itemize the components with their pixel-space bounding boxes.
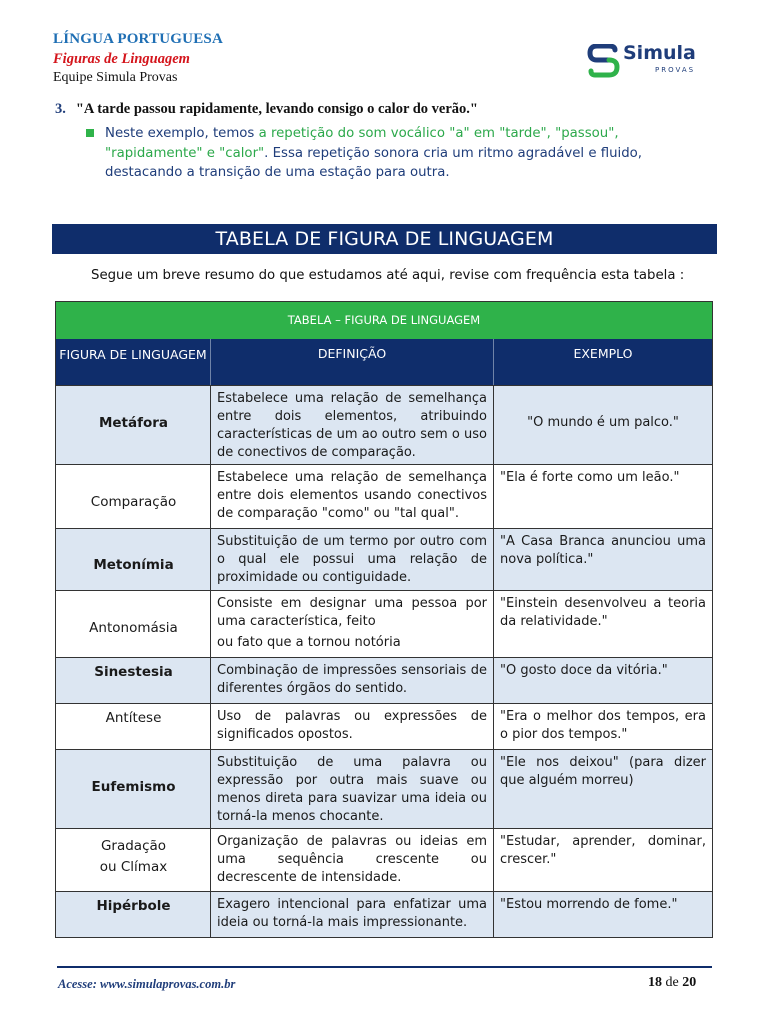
term-cell bbox=[56, 892, 211, 937]
table-row bbox=[56, 385, 712, 464]
explanation-end: . Essa repetição sonora cria um ritmo agradável e fluido, destacando a transição de uma estação para outra. bbox=[105, 145, 643, 180]
footer-divider bbox=[57, 966, 712, 968]
table-header bbox=[56, 339, 712, 385]
term-label: Metonímia bbox=[93, 557, 174, 573]
example-text: "A tarde passou rapidamente, levando consigo o calor do verão." bbox=[75, 101, 478, 117]
definition-cell: Organização de palavras ou ideias em uma sequência crescente ou decrescente de intensidade. bbox=[211, 829, 494, 891]
explanation-start: Neste exemplo, temos bbox=[105, 126, 259, 141]
topic-title: Figuras de Linguagem bbox=[53, 51, 190, 67]
term-label: Hipérbole bbox=[96, 898, 171, 914]
term-cell bbox=[56, 386, 211, 464]
term-label: Eufemismo bbox=[91, 779, 176, 795]
example-cell: "Estou morrendo de fome." bbox=[500, 897, 678, 912]
definition-text: Consiste em designar uma pessoa por uma característica, feito bbox=[217, 596, 487, 629]
definition-cell: Combinação de impressões sensoriais de diferentes órgãos do sentido. bbox=[211, 658, 494, 703]
example-cell: "Einstein desenvolveu a teoria da relatividade." bbox=[500, 596, 706, 629]
example-cell: "O mundo é um palco." bbox=[527, 415, 679, 430]
figures-table bbox=[55, 301, 713, 938]
term-cell bbox=[56, 591, 211, 657]
intro-text: Segue um breve resumo do que estudamos até aqui, revise com frequência esta tabela : bbox=[91, 268, 685, 283]
table-row bbox=[56, 528, 712, 590]
example-sentence bbox=[55, 101, 478, 118]
simula-logo bbox=[587, 44, 707, 80]
simula-s-icon bbox=[587, 44, 621, 80]
definition-cell: Substituição de uma palavra ou expressão por outra mais suave ou menos direta para suavizar uma ideia ou torná-la menos chocante. bbox=[211, 750, 494, 828]
term-label: Antonomásia bbox=[89, 620, 178, 636]
example-cell: "A Casa Branca anunciou uma nova política." bbox=[500, 534, 706, 567]
header-figure: FIGURA DE LINGUAGEM bbox=[56, 339, 211, 385]
example-number: 3. bbox=[55, 101, 66, 117]
term-cell bbox=[56, 704, 211, 749]
term-cell bbox=[56, 829, 211, 891]
table-row bbox=[56, 590, 712, 657]
table-row bbox=[56, 464, 712, 528]
table-row bbox=[56, 828, 712, 891]
example-explanation bbox=[105, 124, 665, 183]
term-label-2: ou Clímax bbox=[99, 859, 168, 875]
logo-subtitle: PROVAS bbox=[655, 66, 696, 74]
term-label: Metáfora bbox=[98, 415, 169, 431]
term-label: Gradação bbox=[100, 838, 167, 854]
definition-cell bbox=[211, 591, 494, 657]
definition-cell: Uso de palavras ou expressões de significados opostos. bbox=[211, 704, 494, 749]
team-name: Equipe Simula Provas bbox=[53, 70, 178, 85]
example-cell: "Estudar, aprender, dominar, crescer." bbox=[500, 834, 706, 867]
term-cell bbox=[56, 465, 211, 528]
definition-cell: Exagero intencional para enfatizar uma ideia ou torná-la mais impressionante. bbox=[211, 892, 494, 937]
definition-text-2: ou fato que a tornou notória bbox=[217, 635, 401, 650]
subject-title: LÍNGUA PORTUGUESA bbox=[53, 31, 223, 47]
definition-cell: Substituição de um termo por outro com o qual ele possui uma relação de proximidade ou contiguidade. bbox=[211, 529, 494, 590]
example-cell: "Ela é forte como um leão." bbox=[500, 470, 680, 485]
definition-cell: Estabelece uma relação de semelhança entre dois elementos, atribuindo características de um ao outro sem o uso de conectivos de comparação. bbox=[211, 386, 494, 464]
table-row bbox=[56, 703, 712, 749]
table-title: TABELA – FIGURA DE LINGUAGEM bbox=[56, 302, 712, 339]
table-row bbox=[56, 891, 712, 937]
term-label: Antítese bbox=[105, 710, 162, 726]
definition-cell: Estabelece uma relação de semelhança entre dois elementos usando conectivos de comparação "como" ou "tal qual". bbox=[211, 465, 494, 528]
page-number bbox=[648, 975, 696, 991]
term-label: Comparação bbox=[90, 494, 177, 510]
explanation-highlight: a repetição do som vocálico "a" em "tarde", "passou", "rapidamente" e "calor" bbox=[105, 126, 619, 161]
page-total: 20 bbox=[682, 975, 697, 990]
term-cell bbox=[56, 750, 211, 828]
header-example: EXEMPLO bbox=[573, 346, 633, 361]
example-cell: "Era o melhor dos tempos, era o pior dos tempos." bbox=[500, 709, 706, 742]
header-definition: DEFINIÇÃO bbox=[211, 339, 494, 385]
table-row bbox=[56, 749, 712, 828]
term-label: Sinestesia bbox=[94, 664, 173, 680]
example-cell: "O gosto doce da vitória." bbox=[500, 663, 668, 678]
section-banner: TABELA DE FIGURA DE LINGUAGEM bbox=[52, 224, 717, 254]
website-link[interactable]: Acesse: www.simulaprovas.com.br bbox=[58, 977, 236, 991]
table-row bbox=[56, 657, 712, 703]
green-bullet-icon bbox=[86, 129, 94, 137]
logo-wordmark: Simula bbox=[623, 42, 696, 64]
term-cell bbox=[56, 658, 211, 703]
page-current: 18 bbox=[648, 975, 662, 990]
example-cell: "Ele nos deixou" (para dizer que alguém morreu) bbox=[500, 755, 706, 788]
term-cell bbox=[56, 529, 211, 590]
page-separator: de bbox=[665, 975, 679, 990]
